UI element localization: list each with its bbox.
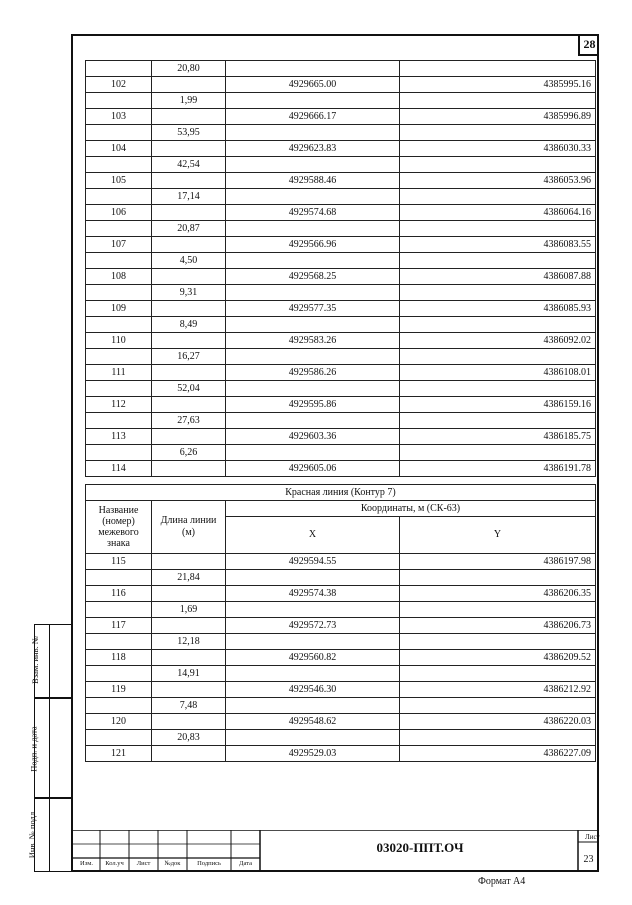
- x-cell: [226, 317, 400, 333]
- point-cell: 120: [86, 714, 152, 730]
- point-cell: [86, 666, 152, 682]
- length-cell: [152, 650, 226, 666]
- y-cell: [400, 221, 596, 237]
- y-cell: 4386212.92: [400, 682, 596, 698]
- length-cell: 27,63: [152, 413, 226, 429]
- table-row: [86, 618, 596, 634]
- point-cell: [86, 602, 152, 618]
- table-row: [86, 205, 596, 221]
- x-cell: [226, 602, 400, 618]
- side-strip-inv: [27, 798, 71, 872]
- point-cell: 119: [86, 682, 152, 698]
- point-cell: [86, 698, 152, 714]
- table-row: [86, 429, 596, 445]
- length-cell: 9,31: [152, 285, 226, 301]
- x-cell: [226, 666, 400, 682]
- sheet-label: Лист: [585, 833, 600, 841]
- point-cell: [86, 445, 152, 461]
- y-cell: 4385996.89: [400, 109, 596, 125]
- x-cell: [226, 189, 400, 205]
- side-label-inv: Инв. № подл.: [27, 809, 38, 859]
- y-cell: 4386053.96: [400, 173, 596, 189]
- length-cell: [152, 618, 226, 634]
- table-row: [86, 682, 596, 698]
- x-cell: 4929574.68: [226, 205, 400, 221]
- sheet-number: 23: [583, 853, 594, 865]
- length-row: [86, 381, 596, 397]
- y-cell: [400, 634, 596, 650]
- x-cell: [226, 253, 400, 269]
- length-cell: [152, 333, 226, 349]
- length-row: [86, 93, 596, 109]
- y-cell: [400, 285, 596, 301]
- point-cell: [86, 253, 152, 269]
- y-cell: 4386220.03: [400, 714, 596, 730]
- side-label-podp: Подп. и дата: [28, 726, 39, 772]
- point-cell: [86, 381, 152, 397]
- length-cell: 4,50: [152, 253, 226, 269]
- format-label: Формат А4: [478, 876, 526, 887]
- point-cell: [86, 285, 152, 301]
- length-cell: [152, 173, 226, 189]
- x-cell: 4929574.38: [226, 586, 400, 602]
- table-title: Красная линия (Контур 7): [86, 485, 596, 501]
- length-cell: [152, 714, 226, 730]
- length-cell: 14,91: [152, 666, 226, 682]
- length-cell: [152, 269, 226, 285]
- point-cell: [86, 570, 152, 586]
- table-row: [86, 650, 596, 666]
- x-cell: 4929666.17: [226, 109, 400, 125]
- length-row: [86, 445, 596, 461]
- length-cell: [152, 746, 226, 762]
- header-x: X: [226, 517, 400, 554]
- x-cell: 4929583.26: [226, 333, 400, 349]
- point-cell: 109: [86, 301, 152, 317]
- table-row: [86, 554, 596, 570]
- table-row: [86, 586, 596, 602]
- y-cell: [400, 317, 596, 333]
- y-cell: 4386064.16: [400, 205, 596, 221]
- x-cell: 4929529.03: [226, 746, 400, 762]
- table-row: [86, 269, 596, 285]
- x-cell: 4929586.26: [226, 365, 400, 381]
- length-row: [86, 413, 596, 429]
- y-cell: 4386197.98: [400, 554, 596, 570]
- x-cell: [226, 413, 400, 429]
- length-cell: 42,54: [152, 157, 226, 173]
- x-cell: [226, 381, 400, 397]
- x-cell: [226, 221, 400, 237]
- length-row: [86, 317, 596, 333]
- y-cell: [400, 413, 596, 429]
- length-cell: [152, 205, 226, 221]
- length-cell: [152, 397, 226, 413]
- length-cell: [152, 141, 226, 157]
- x-cell: 4929568.25: [226, 269, 400, 285]
- y-cell: [400, 349, 596, 365]
- x-cell: 4929665.00: [226, 77, 400, 93]
- x-cell: [226, 698, 400, 714]
- length-row: [86, 698, 596, 714]
- y-cell: [400, 570, 596, 586]
- table-row: [86, 714, 596, 730]
- length-cell: 8,49: [152, 317, 226, 333]
- x-cell: [226, 285, 400, 301]
- length-row: [86, 189, 596, 205]
- table-row: [86, 333, 596, 349]
- x-cell: 4929605.06: [226, 461, 400, 477]
- length-row: [86, 634, 596, 650]
- table-row: [86, 109, 596, 125]
- side-strip-podp: [28, 698, 71, 798]
- y-cell: 4386185.75: [400, 429, 596, 445]
- point-cell: [86, 349, 152, 365]
- length-cell: [152, 109, 226, 125]
- side-strip-vzam: [29, 624, 71, 698]
- point-cell: [86, 730, 152, 746]
- y-cell: 4386108.01: [400, 365, 596, 381]
- length-cell: 7,48: [152, 698, 226, 714]
- table-row: [86, 397, 596, 413]
- length-row: [86, 349, 596, 365]
- y-cell: [400, 730, 596, 746]
- point-cell: 111: [86, 365, 152, 381]
- length-cell: [152, 237, 226, 253]
- x-cell: 4929588.46: [226, 173, 400, 189]
- point-cell: 118: [86, 650, 152, 666]
- header-coords: Координаты, м (СК-63): [226, 501, 596, 517]
- x-cell: [226, 349, 400, 365]
- length-cell: [152, 365, 226, 381]
- y-cell: [400, 666, 596, 682]
- x-cell: [226, 570, 400, 586]
- table-row: [86, 746, 596, 762]
- length-row: [86, 61, 596, 77]
- point-cell: [86, 413, 152, 429]
- y-cell: 4386083.55: [400, 237, 596, 253]
- header-name: Название (номер) межевого знака: [86, 501, 152, 554]
- y-cell: [400, 157, 596, 173]
- point-cell: 117: [86, 618, 152, 634]
- header-y: Y: [400, 517, 596, 554]
- y-cell: [400, 93, 596, 109]
- y-cell: [400, 125, 596, 141]
- y-cell: [400, 698, 596, 714]
- length-row: [86, 157, 596, 173]
- x-cell: 4929572.73: [226, 618, 400, 634]
- stamp-col-izm: Изм.: [80, 860, 93, 867]
- table-row: [86, 141, 596, 157]
- stamp-col-kolvo: Кол.уч: [105, 860, 124, 867]
- point-cell: 112: [86, 397, 152, 413]
- point-cell: 106: [86, 205, 152, 221]
- table-row: [86, 365, 596, 381]
- y-cell: 4386085.93: [400, 301, 596, 317]
- y-cell: 4386030.33: [400, 141, 596, 157]
- y-cell: 4386206.35: [400, 586, 596, 602]
- header-length: Длина линии (м): [152, 501, 226, 554]
- point-cell: 115: [86, 554, 152, 570]
- length-cell: 52,04: [152, 381, 226, 397]
- x-cell: 4929603.36: [226, 429, 400, 445]
- length-cell: 12,18: [152, 634, 226, 650]
- x-cell: 4929577.35: [226, 301, 400, 317]
- y-cell: 4385995.16: [400, 77, 596, 93]
- point-cell: 114: [86, 461, 152, 477]
- x-cell: [226, 93, 400, 109]
- y-cell: 4386227.09: [400, 746, 596, 762]
- x-cell: 4929560.82: [226, 650, 400, 666]
- y-cell: [400, 253, 596, 269]
- point-cell: 102: [86, 77, 152, 93]
- length-cell: [152, 682, 226, 698]
- length-cell: 53,95: [152, 125, 226, 141]
- y-cell: 4386092.02: [400, 333, 596, 349]
- point-cell: 110: [86, 333, 152, 349]
- stamp-col-ndok: №док: [164, 860, 181, 867]
- table-row: [86, 237, 596, 253]
- x-cell: 4929548.62: [226, 714, 400, 730]
- length-cell: [152, 301, 226, 317]
- y-cell: [400, 381, 596, 397]
- x-cell: [226, 125, 400, 141]
- length-cell: [152, 554, 226, 570]
- x-cell: [226, 445, 400, 461]
- length-cell: 1,69: [152, 602, 226, 618]
- point-cell: 107: [86, 237, 152, 253]
- table-row: [86, 77, 596, 93]
- length-row: [86, 125, 596, 141]
- y-cell: [400, 61, 596, 77]
- length-row: [86, 602, 596, 618]
- stamp-col-list: Лист: [136, 860, 151, 867]
- x-cell: [226, 157, 400, 173]
- length-row: [86, 221, 596, 237]
- y-cell: 4386159.16: [400, 397, 596, 413]
- coordinates-table-1: [85, 60, 596, 477]
- x-cell: [226, 634, 400, 650]
- length-cell: [152, 586, 226, 602]
- table-row: [86, 301, 596, 317]
- stamp-col-data: Дата: [239, 860, 252, 867]
- length-cell: [152, 77, 226, 93]
- length-cell: [152, 461, 226, 477]
- length-row: [86, 570, 596, 586]
- point-cell: [86, 221, 152, 237]
- y-cell: [400, 189, 596, 205]
- length-cell: 6,26: [152, 445, 226, 461]
- x-cell: 4929546.30: [226, 682, 400, 698]
- side-label-vzam: Взам. инв. №: [29, 636, 40, 684]
- length-row: [86, 730, 596, 746]
- length-cell: 21,84: [152, 570, 226, 586]
- y-cell: 4386206.73: [400, 618, 596, 634]
- point-cell: [86, 634, 152, 650]
- length-cell: 16,27: [152, 349, 226, 365]
- point-cell: 108: [86, 269, 152, 285]
- length-row: [86, 285, 596, 301]
- y-cell: 4386087.88: [400, 269, 596, 285]
- point-cell: [86, 125, 152, 141]
- x-cell: [226, 61, 400, 77]
- y-cell: [400, 445, 596, 461]
- stamp-col-podpis: Подпись: [197, 860, 221, 867]
- x-cell: 4929623.83: [226, 141, 400, 157]
- document-code: 03020-ППТ.ОЧ: [376, 840, 464, 855]
- x-cell: 4929594.55: [226, 554, 400, 570]
- y-cell: 4386209.52: [400, 650, 596, 666]
- point-cell: 105: [86, 173, 152, 189]
- length-cell: 20,87: [152, 221, 226, 237]
- y-cell: 4386191.78: [400, 461, 596, 477]
- length-cell: 20,80: [152, 61, 226, 77]
- length-cell: 1,99: [152, 93, 226, 109]
- point-cell: [86, 189, 152, 205]
- point-cell: [86, 317, 152, 333]
- table-row: [86, 173, 596, 189]
- coordinates-table-contour-7: [85, 484, 596, 762]
- page-number: 28: [578, 34, 599, 56]
- point-cell: [86, 157, 152, 173]
- point-cell: 104: [86, 141, 152, 157]
- x-cell: [226, 730, 400, 746]
- length-cell: 20,83: [152, 730, 226, 746]
- x-cell: 4929566.96: [226, 237, 400, 253]
- point-cell: 116: [86, 586, 152, 602]
- length-cell: 17,14: [152, 189, 226, 205]
- y-cell: [400, 602, 596, 618]
- point-cell: 103: [86, 109, 152, 125]
- point-cell: [86, 61, 152, 77]
- point-cell: [86, 93, 152, 109]
- point-cell: 121: [86, 746, 152, 762]
- point-cell: 113: [86, 429, 152, 445]
- length-row: [86, 666, 596, 682]
- length-cell: [152, 429, 226, 445]
- table-row: [86, 461, 596, 477]
- x-cell: 4929595.86: [226, 397, 400, 413]
- length-row: [86, 253, 596, 269]
